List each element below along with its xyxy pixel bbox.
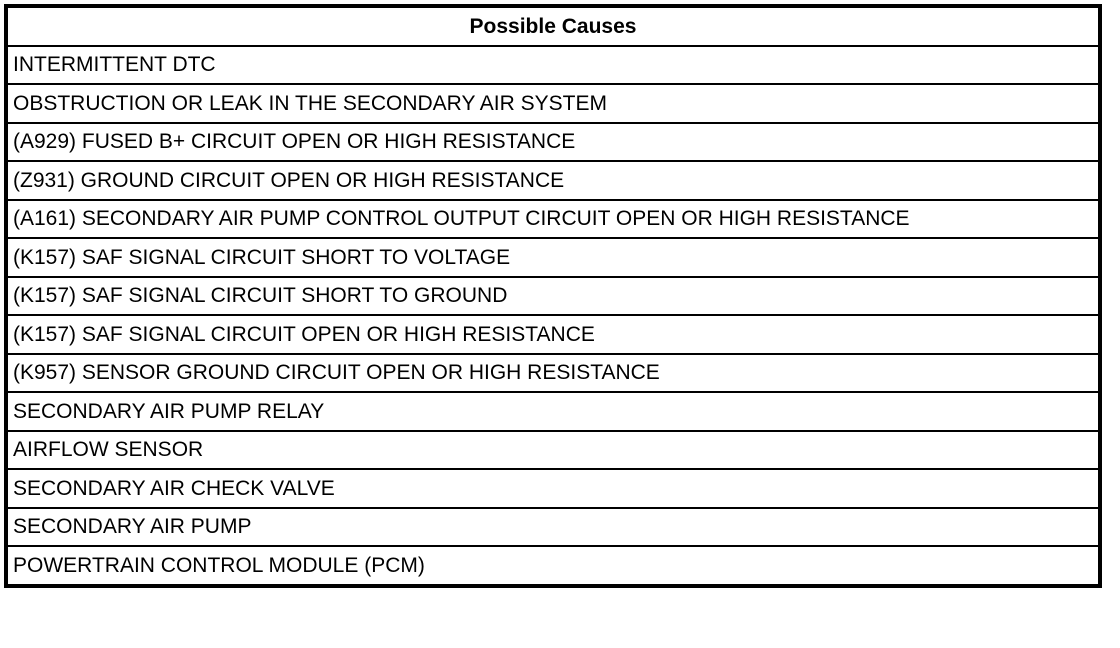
table-row bbox=[7, 84, 1099, 123]
cause-cell: (Z931) GROUND CIRCUIT OPEN OR HIGH RESISTANCE bbox=[7, 161, 1099, 200]
column-header-possible-causes: Possible Causes bbox=[7, 7, 1099, 46]
cause-cell: (K957) SENSOR GROUND CIRCUIT OPEN OR HIGH RESISTANCE bbox=[7, 354, 1099, 393]
cause-cell: (K157) SAF SIGNAL CIRCUIT SHORT TO GROUND bbox=[7, 277, 1099, 316]
table-row bbox=[7, 123, 1099, 162]
cause-cell: POWERTRAIN CONTROL MODULE (PCM) bbox=[7, 546, 1099, 585]
table-row bbox=[7, 277, 1099, 316]
cause-cell: AIRFLOW SENSOR bbox=[7, 431, 1099, 470]
table-row bbox=[7, 315, 1099, 354]
cause-cell: SECONDARY AIR PUMP bbox=[7, 508, 1099, 547]
table-row bbox=[7, 200, 1099, 239]
table-row bbox=[7, 238, 1099, 277]
cause-cell: SECONDARY AIR CHECK VALVE bbox=[7, 469, 1099, 508]
table-header-row bbox=[7, 7, 1099, 46]
table-row bbox=[7, 431, 1099, 470]
cause-cell: (A161) SECONDARY AIR PUMP CONTROL OUTPUT CIRCUIT OPEN OR HIGH RESISTANCE bbox=[7, 200, 1099, 239]
cause-cell: (K157) SAF SIGNAL CIRCUIT OPEN OR HIGH RESISTANCE bbox=[7, 315, 1099, 354]
cause-cell: INTERMITTENT DTC bbox=[7, 46, 1099, 85]
table-row bbox=[7, 392, 1099, 431]
table-row bbox=[7, 161, 1099, 200]
cause-cell: SECONDARY AIR PUMP RELAY bbox=[7, 392, 1099, 431]
table-row bbox=[7, 469, 1099, 508]
table-row bbox=[7, 546, 1099, 585]
table-row bbox=[7, 46, 1099, 85]
cause-cell: (K157) SAF SIGNAL CIRCUIT SHORT TO VOLTAGE bbox=[7, 238, 1099, 277]
cause-cell: OBSTRUCTION OR LEAK IN THE SECONDARY AIR SYSTEM bbox=[7, 84, 1099, 123]
table-row bbox=[7, 354, 1099, 393]
table-row bbox=[7, 508, 1099, 547]
cause-cell: (A929) FUSED B+ CIRCUIT OPEN OR HIGH RESISTANCE bbox=[7, 123, 1099, 162]
possible-causes-table bbox=[6, 6, 1100, 586]
